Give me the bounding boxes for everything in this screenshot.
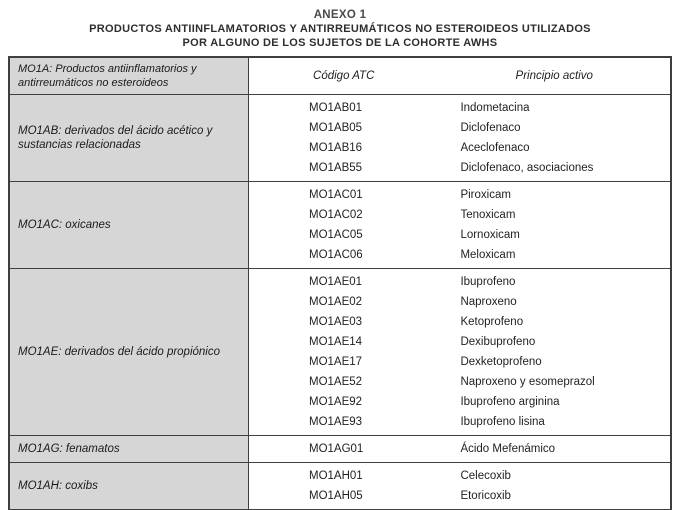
- table-row: [249, 392, 670, 412]
- title-line-2: POR ALGUNO DE LOS SUJETOS DE LA COHORTE AWHS: [182, 37, 498, 49]
- name-cell: Celecoxib: [460, 470, 511, 482]
- title-line-1: PRODUCTOS ANTIINFLAMATORIOS Y ANTIRREUMÁTICOS NO ESTEROIDEOS UTILIZADOS: [89, 23, 591, 35]
- table-row: [249, 138, 670, 158]
- code-cell: MO1AC01: [309, 189, 363, 201]
- table-row: [249, 352, 670, 372]
- name-cell: Meloxicam: [460, 249, 516, 261]
- name-cell: Diclofenaco: [460, 122, 521, 134]
- table-header-row: [9, 57, 671, 95]
- code-cell: MO1AG01: [309, 443, 364, 455]
- name-cell: Ketoprofeno: [460, 316, 524, 328]
- name-cell: Naproxeno y esomeprazol: [460, 376, 595, 388]
- name-cell: Piroxicam: [460, 189, 511, 201]
- table-row: [249, 466, 670, 486]
- code-cell: MO1AE14: [309, 336, 363, 348]
- code-cell: MO1AE01: [309, 276, 363, 288]
- group-row-mo1ae: [9, 269, 671, 436]
- code-cell: MO1AB01: [309, 102, 363, 114]
- group-cell: MO1AG: fenamatos: [9, 436, 249, 463]
- column-header-principio-activo: Principio activo: [515, 70, 593, 82]
- group-row-mo1ag: [9, 436, 671, 463]
- table-row: [249, 98, 670, 118]
- document-title: [0, 0, 680, 50]
- column-header-codigo-atc: Código ATC: [313, 70, 375, 82]
- name-cell: Dexketoprofeno: [460, 356, 542, 368]
- name-cell: Indometacina: [460, 102, 530, 114]
- name-cell: Dexibuprofeno: [460, 336, 536, 348]
- code-cell: MO1AB16: [309, 142, 363, 154]
- table-row: [249, 372, 670, 392]
- table-row: [249, 332, 670, 352]
- table-row: [249, 486, 670, 506]
- code-cell: MO1AE03: [309, 316, 363, 328]
- group-cell: MO1AH: coxibs: [9, 463, 249, 510]
- name-cell: Tenoxicam: [460, 209, 516, 221]
- name-cell: Ibuprofeno arginina: [460, 396, 560, 408]
- code-cell: MO1AC06: [309, 249, 363, 261]
- code-cell: MO1AH05: [309, 490, 363, 502]
- table-row: [249, 205, 670, 225]
- table-row: [249, 158, 670, 178]
- column-headers-row: [249, 60, 670, 92]
- code-cell: MO1AE52: [309, 376, 363, 388]
- table-row: [249, 439, 670, 459]
- table-row: [249, 118, 670, 138]
- code-cell: MO1AC02: [309, 209, 363, 221]
- group-cell: MO1AB: derivados del ácido acético y sustancias relacionadas: [9, 95, 249, 182]
- table-row: [249, 185, 670, 205]
- table-row: [249, 272, 670, 292]
- name-cell: Etoricoxib: [460, 490, 511, 502]
- table-row: [249, 245, 670, 265]
- name-cell: Ibuprofeno: [460, 276, 516, 288]
- code-cell: MO1AC05: [309, 229, 363, 241]
- code-cell: MO1AE17: [309, 356, 363, 368]
- code-cell: MO1AE93: [309, 416, 363, 428]
- group-row-mo1ah: [9, 463, 671, 510]
- group-row-mo1ac: [9, 182, 671, 269]
- name-cell: Ibuprofeno lisina: [460, 416, 545, 428]
- code-cell: MO1AE92: [309, 396, 363, 408]
- atc-table: [8, 56, 672, 510]
- header-group-cell: MO1A: Productos antiinflamatorios y antirreumáticos no esteroideos: [9, 57, 249, 95]
- annex-heading: ANEXO 1: [313, 9, 367, 21]
- table-row: [249, 225, 670, 245]
- table-row: [249, 412, 670, 432]
- group-cell: MO1AE: derivados del ácido propiónico: [9, 269, 249, 436]
- name-cell: Naproxeno: [460, 296, 517, 308]
- name-cell: Ácido Mefenámico: [460, 443, 556, 455]
- code-cell: MO1AH01: [309, 470, 363, 482]
- group-row-mo1ab: [9, 95, 671, 182]
- name-cell: Diclofenaco, asociaciones: [460, 162, 594, 174]
- code-cell: MO1AE02: [309, 296, 363, 308]
- code-cell: MO1AB55: [309, 162, 363, 174]
- table-row: [249, 292, 670, 312]
- name-cell: Aceclofenaco: [460, 142, 530, 154]
- table-row: [249, 312, 670, 332]
- code-cell: MO1AB05: [309, 122, 363, 134]
- group-cell: MO1AC: oxicanes: [9, 182, 249, 269]
- name-cell: Lornoxicam: [460, 229, 520, 241]
